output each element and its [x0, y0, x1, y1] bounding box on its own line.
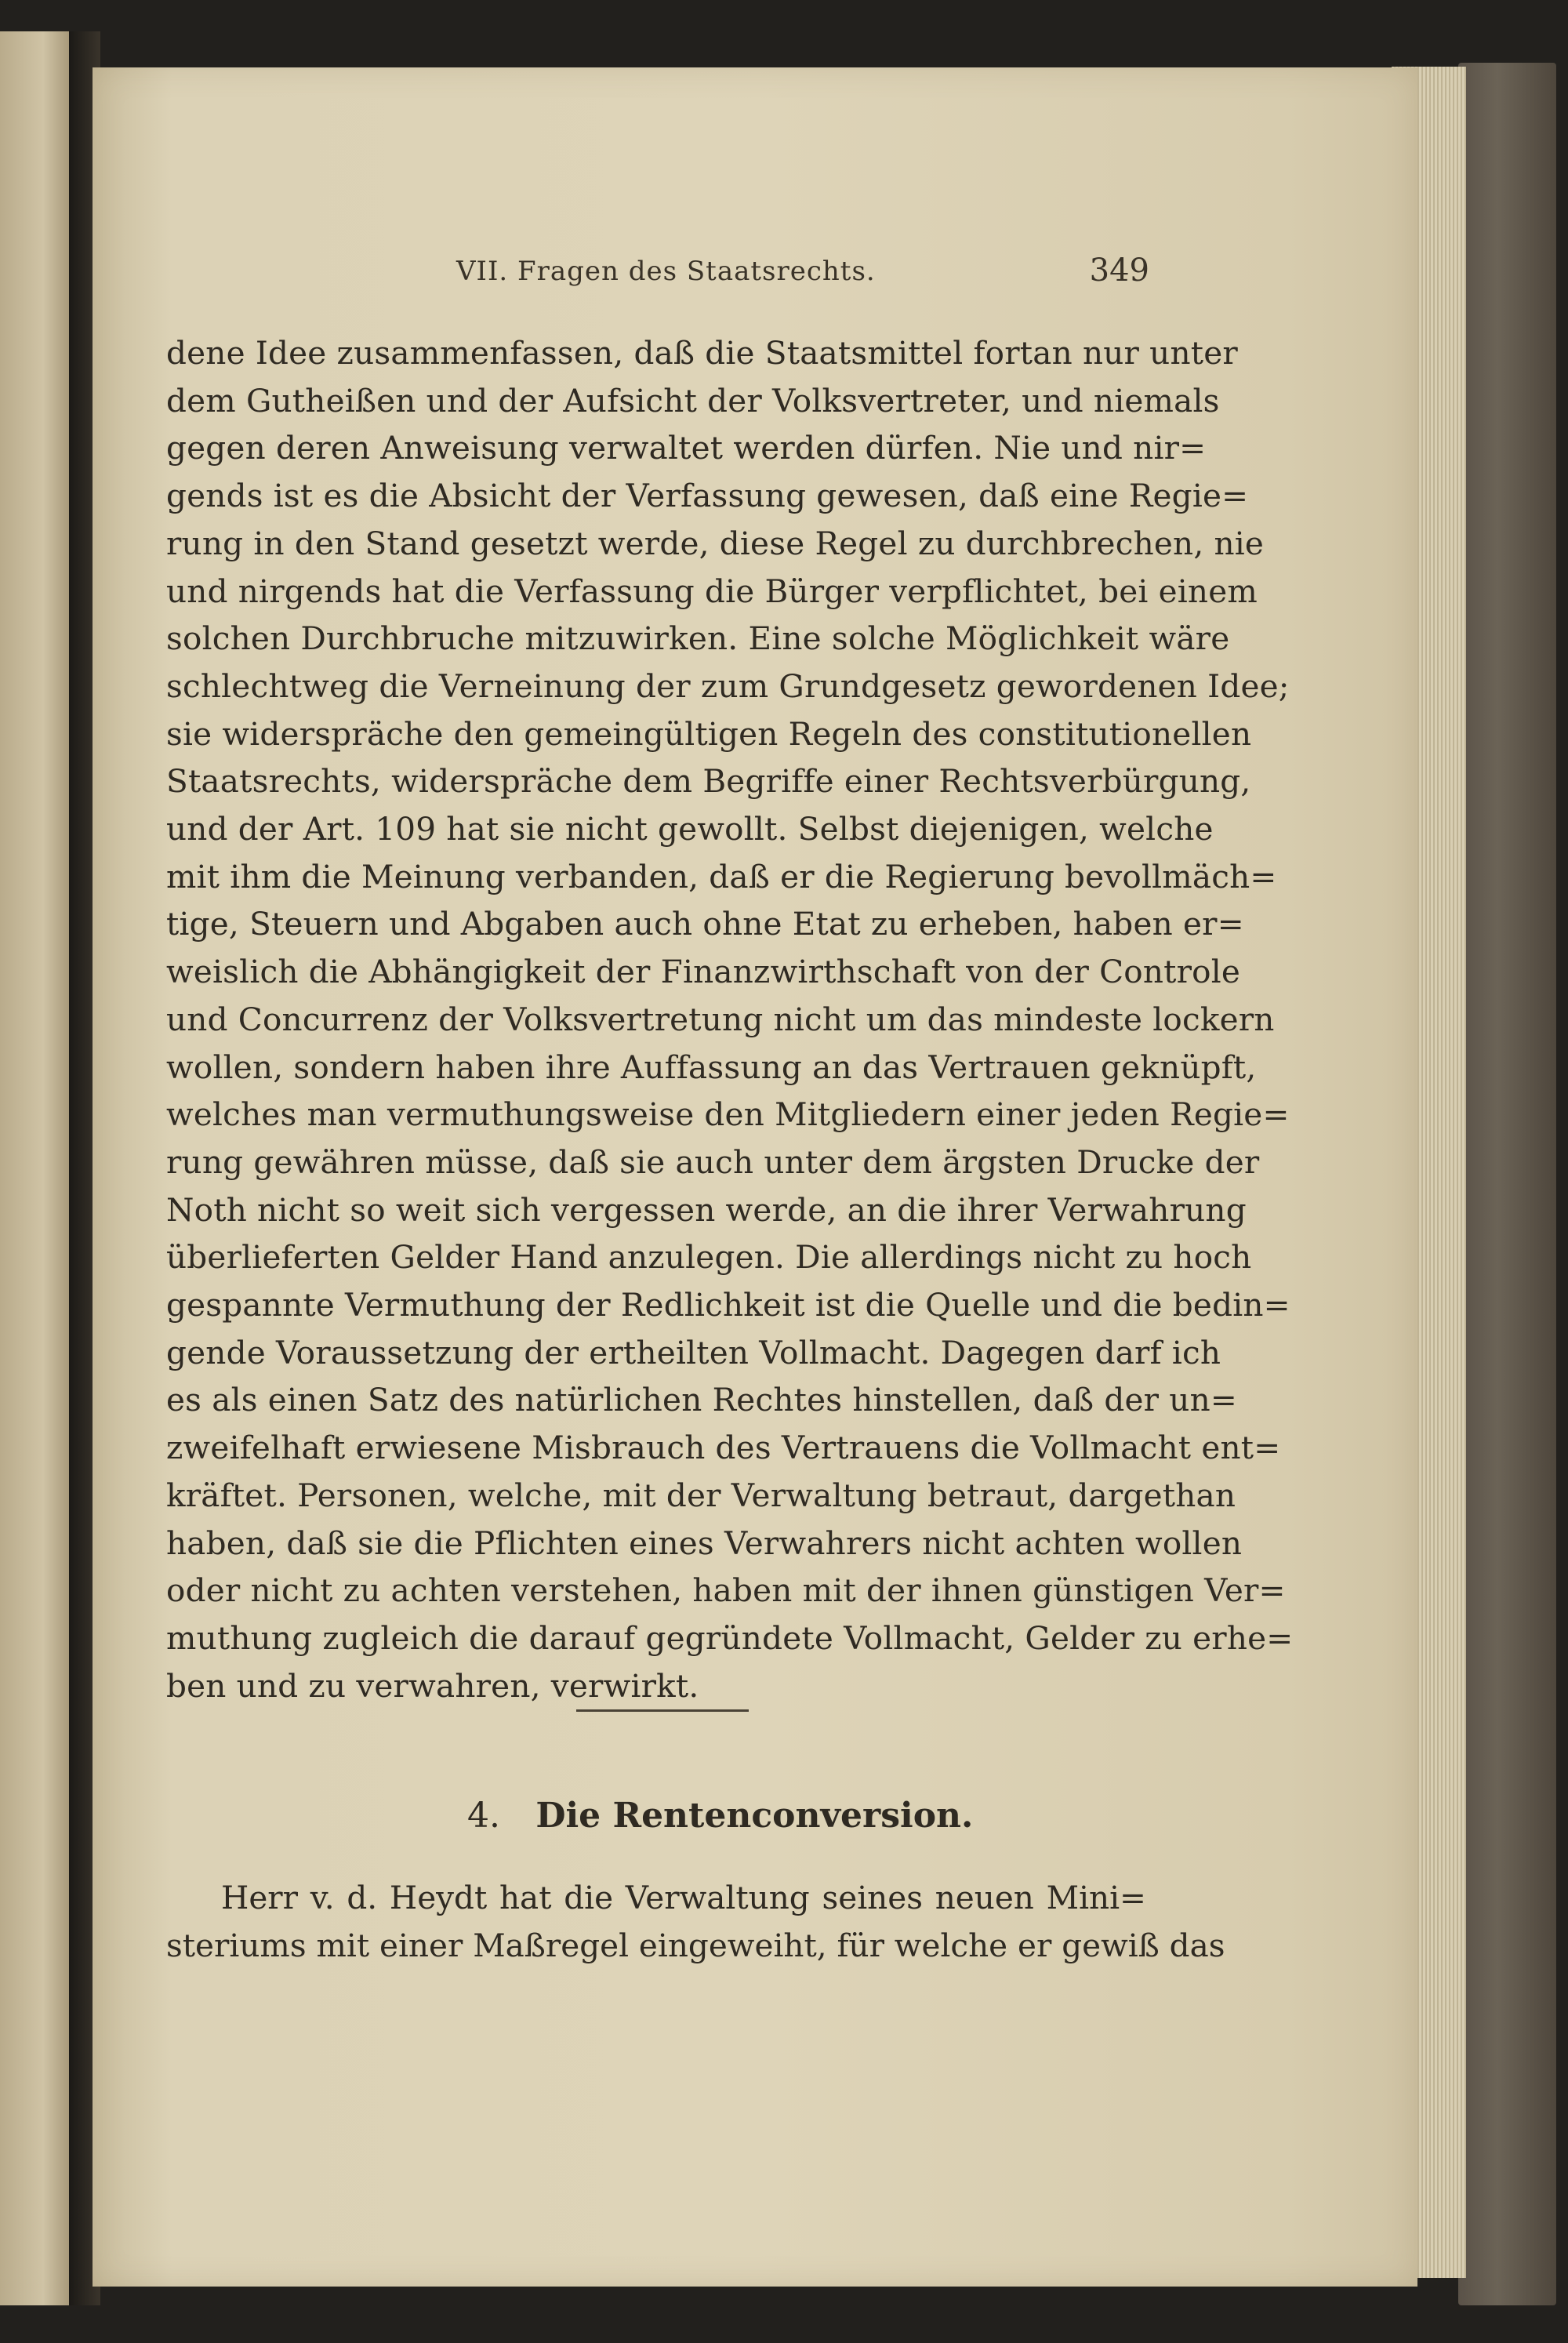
text-line: dem Gutheißen und der Aufsicht der Volksvertreter, und niemals: [166, 381, 1220, 420]
page-number: 349: [1089, 252, 1149, 289]
text-line: überlieferten Gelder Hand anzulegen. Die allerdings nicht zu hoch: [166, 1238, 1252, 1277]
text-line: es als einen Satz des natürlichen Rechtes hinstellen, daß der un=: [166, 1381, 1237, 1419]
text-line: kräftet. Personen, welche, mit der Verwaltung betraut, dargethan: [166, 1476, 1236, 1514]
text-line: haben, daß sie die Pflichten eines Verwahrers nicht achten wollen: [166, 1524, 1243, 1562]
paragraph-2: [166, 1874, 1225, 1969]
text-line: Staatsrechts, widerspräche dem Begriffe einer Rechtsverbürgung,: [166, 762, 1251, 801]
text-line: rung gewähren müsse, daß sie auch unter dem ärgsten Drucke der: [166, 1142, 1260, 1181]
text-line: mit ihm die Meinung verbanden, daß er die Regierung bevollmäch=: [166, 857, 1277, 895]
text-line: rung in den Stand gesetzt werde, diese Regel zu durchbrechen, nie: [166, 524, 1265, 562]
text-line: dene Idee zusammenfassen, daß die Staatsmittel fortan nur unter: [166, 334, 1238, 372]
section-divider: [576, 1709, 749, 1712]
text-line: gegen deren Anweisung verwaltet werden dürfen. Nie und nir=: [166, 429, 1207, 467]
text-line: solchen Durchbruche mitzuwirken. Eine solche Möglichkeit wäre: [166, 619, 1230, 658]
text-line: gends ist es die Absicht der Verfassung gewesen, daß eine Regie=: [166, 477, 1249, 515]
text-line: ben und zu verwahren, verwirkt.: [166, 1666, 699, 1705]
section-title: Die Rentenconversion.: [535, 1796, 974, 1836]
section-heading: [467, 1796, 973, 1836]
text-line: weislich die Abhängigkeit der Finanzwirthschaft von der Controle: [166, 953, 1241, 991]
text-line: gende Voraussetzung der ertheilten Vollmacht. Dagegen darf ich: [166, 1333, 1221, 1371]
text-line: und Concurrenz der Volksvertretung nicht um das mindeste lockern: [166, 1000, 1275, 1038]
text-line: wollen, sondern haben ihre Auffassung an das Vertrauen geknüpft,: [166, 1048, 1257, 1086]
chapter-title: VII. Fragen des Staatsrechts.: [456, 256, 876, 287]
text-line: Noth nicht so weit sich vergessen werde, an die ihrer Verwahrung: [166, 1190, 1247, 1229]
section-number: 4.: [467, 1796, 500, 1836]
text-line: muthung zugleich die darauf gegründete Vollmacht, Gelder zu erhe=: [166, 1618, 1294, 1657]
text-line: gespannte Vermuthung der Redlichkeit ist die Quelle und die bedin=: [166, 1286, 1290, 1324]
text-line: schlechtweg die Verneinung der zum Grundgesetz gewordenen Idee;: [166, 667, 1290, 705]
left-facing-page: [0, 31, 72, 2305]
text-line: oder nicht zu achten verstehen, haben mit der ihnen günstigen Ver=: [166, 1571, 1286, 1610]
text-line: welches man vermuthungsweise den Mitgliedern einer jeden Regie=: [166, 1095, 1290, 1134]
text-line: zweifelhaft erwiesene Misbrauch des Vertrauens die Vollmacht ent=: [166, 1429, 1281, 1467]
text-line: Herr v. d. Heydt hat die Verwaltung seines neuen Mini=: [221, 1879, 1146, 1916]
text-line: steriums mit einer Maßregel eingeweiht, für welche er gewiß das: [166, 1926, 1225, 1964]
text-line: sie widerspräche den gemeingültigen Regeln des constitutionellen: [166, 714, 1252, 753]
paragraph-1: [166, 329, 1294, 1709]
text-line: und nirgends hat die Verfassung die Bürger verpflichtet, bei einem: [166, 572, 1258, 610]
text-line: und der Art. 109 hat sie nicht gewollt. Selbst diejenigen, welche: [166, 810, 1214, 848]
book-cover-edge: [1458, 63, 1556, 2305]
running-header: [456, 252, 1162, 303]
text-line: tige, Steuern und Abgaben auch ohne Etat zu erheben, haben er=: [166, 905, 1244, 943]
